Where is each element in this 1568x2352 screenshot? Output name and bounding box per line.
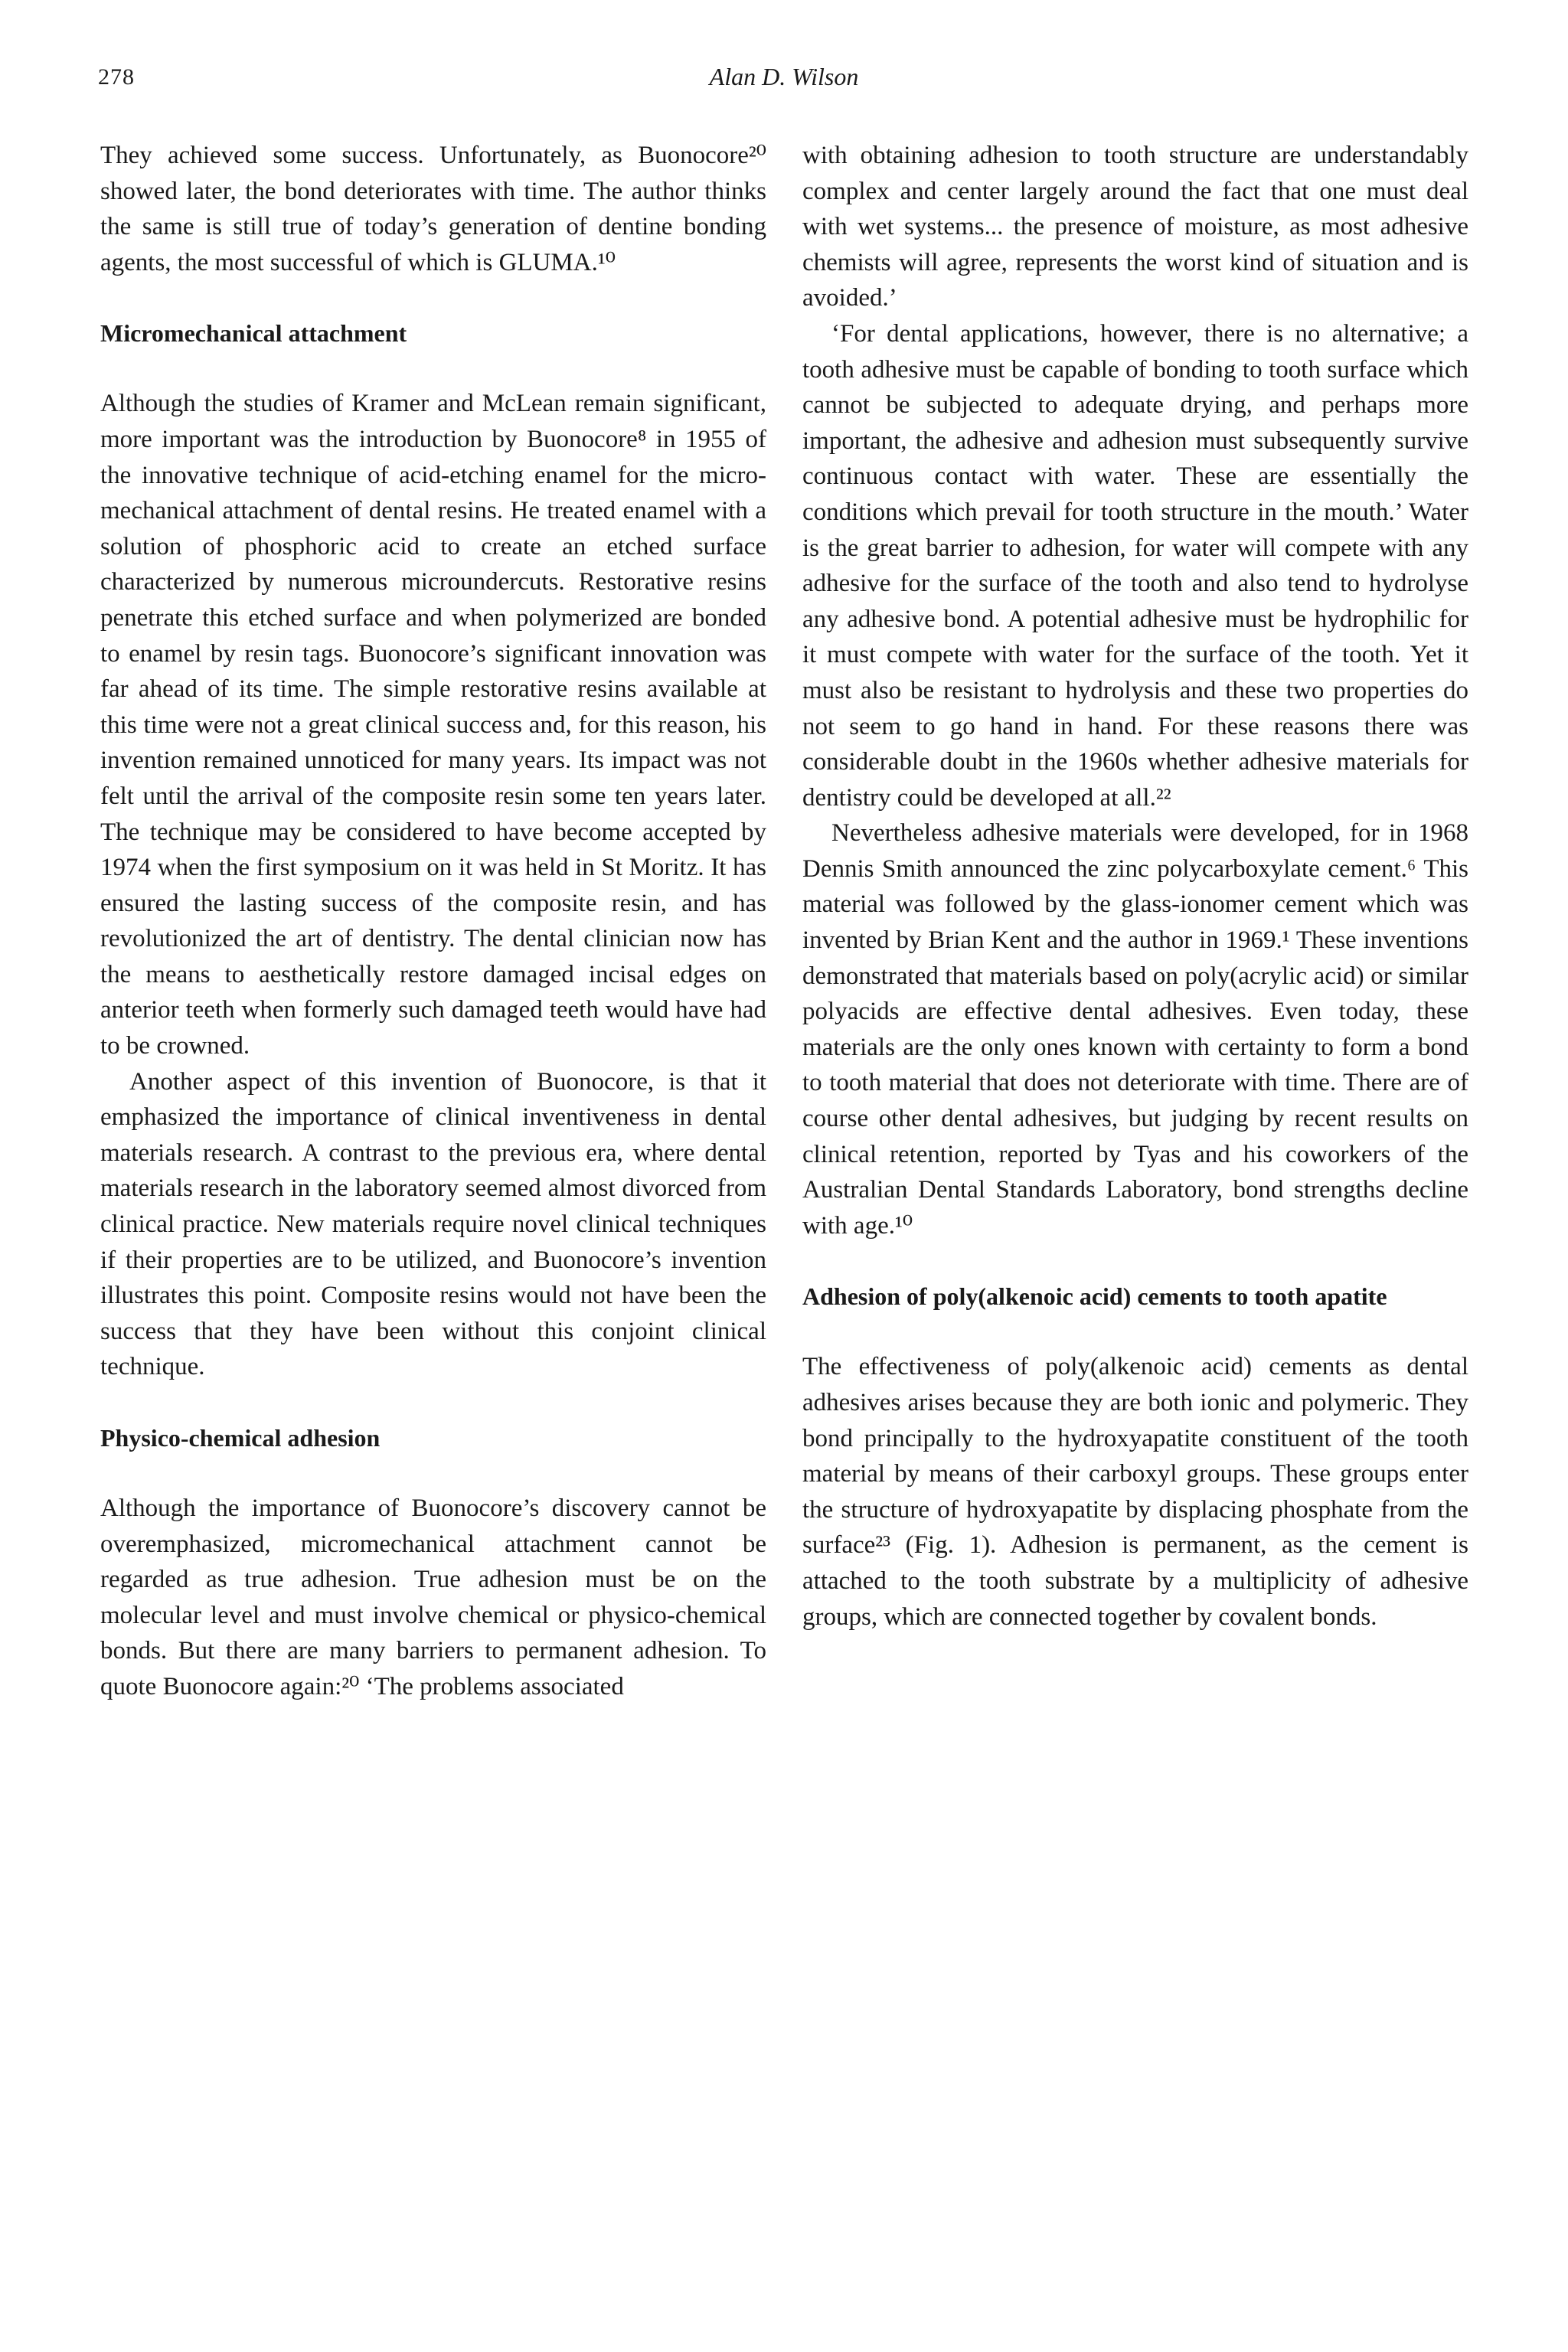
running-head	[0, 64, 1568, 110]
body-paragraph: The effectiveness of poly(alkenoic acid) cements as dental adhesives arises because they are both ionic and polymeric. They bond principally to the hydroxyapatite constituent of the tooth material by means of their carboxyl groups. These groups enter the structure of hydroxyapatite by displacing phosphate from the surface²³ (Fig. 1). Adhesion is permanent, as the cement is attached to the tooth substrate by a multiplicity of adhesive groups, which are connected together by covalent bonds.	[802, 1353, 1468, 1631]
body-paragraph: They achieved some success. Unfortunately, as Buonocore²⁰ showed later, the bond deteriorates with time. The author thinks the same is still true of today’s generation of dentine bonding agents, the most successful of which is GLUMA.¹⁰	[100, 142, 766, 276]
body-paragraph: ‘For dental applications, however, there is no alternative; a tooth adhesive must be capable of bonding to tooth surface which cannot be subjected to adequate drying, and perhaps more important, the adhesive and adhesion must subsequently survive continuous contact with water. These are essentially the conditions which prevail for tooth structure in the mouth.’ Water is the great barrier to adhesion, for water will compete with any adhesive for the surface of the tooth and also tend to hydrolyse any adhesive bond. A potential adhesive must be hydrophilic for it must compete with water for the surface of the tooth. Yet it must also be resistant to hydrolysis and these two properties do not seem to go hand in hand. For these reasons there was considerable doubt in the 1960s whether adhesive materials for dentistry could be developed at all.²²	[802, 319, 1468, 812]
running-title: Alan D. Wilson	[709, 63, 859, 90]
section-heading-physico-chemical: Physico-chemical adhesion	[100, 1424, 381, 1452]
body-paragraph: Another aspect of this invention of Buonocore, is that it emphasized the importance of clinical inventiveness in dental materials research. A contrast to the previous era, where dental materials research in the laboratory seemed almost divorced from clinical practice. New materials require novel clinical techniques if their properties are to be utilized, and Buonocore’s invention illustrates this point. Composite resins would not have been the success that they have been without this conjoint clinical technique.	[100, 1067, 766, 1381]
body-paragraph: Although the studies of Kramer and McLean remain significant, more important was the introduction by Buonocore⁸ in 1955 of the innovative technique of acid-etching enamel for the micromechanical attachment of dental resins. He treated enamel with a solution of phosphoric acid to create an etched surface characterized by numerous microundercuts. Restorative resins penetrate this etched surface and when polymerized are bonded to enamel by resin tags. Buonocore’s significant innovation was far ahead of its time. The simple restorative resins available at this time were not a great clinical success and, for this reason, his invention remained unnoticed for many years. Its impact was not felt until the arrival of the composite resin some ten years later. The technique may be considered to have become accepted by 1974 when the first symposium on it was held in St Moritz. It has ensured the lasting success of the composite resin, and has revolutionized the art of dentistry. The dental clinician now has the means to aesthetically restore damaged incisal edges on anterior teeth when formerly such damaged teeth would have had to be crowned.	[100, 390, 766, 1060]
section-heading-micromechanical: Micromechanical attachment	[100, 319, 407, 348]
body-paragraph: Nevertheless adhesive materials were developed, for in 1968 Dennis Smith announced the zinc polycarboxylate cement.⁶ This material was followed by the glass-ionomer cement which was invented by Brian Kent and the author in 1969.¹ These inventions demonstrated that materials based on poly(acrylic acid) or similar polyacids are effective dental adhesives. Even today, these materials are the only ones known with certainty to form a bond to tooth material that does not deteriorate with time. There are of course other dental adhesives, but judging by recent results on clinical retention, reported by Tyas and his coworkers of the Australian Dental Standards Laboratory, bond strengths decline with age.¹⁰	[802, 819, 1468, 1240]
body-paragraph: Although the importance of Buonocore’s discovery cannot be overemphasized, micromechanical attachment cannot be regarded as true adhesion. True adhesion must be on the molecular level and must involve chemical or physico-chemical bonds. But there are many barriers to permanent adhesion. To quote Buonocore again:²⁰ ‘The problems associated	[100, 1494, 766, 1700]
page-number: 278	[98, 64, 135, 90]
body-paragraph: with obtaining adhesion to tooth structure are understandably complex and center largely around the fact that one must deal with wet systems... the presence of moisture, as most adhesive chemists will agree, represents the worst kind of situation and is avoided.’	[802, 142, 1468, 312]
section-heading-adhesion: Adhesion of poly(alkenoic acid) cements to tooth apatite	[802, 1282, 1387, 1311]
left-column	[100, 138, 766, 1705]
right-column	[802, 138, 1468, 1635]
